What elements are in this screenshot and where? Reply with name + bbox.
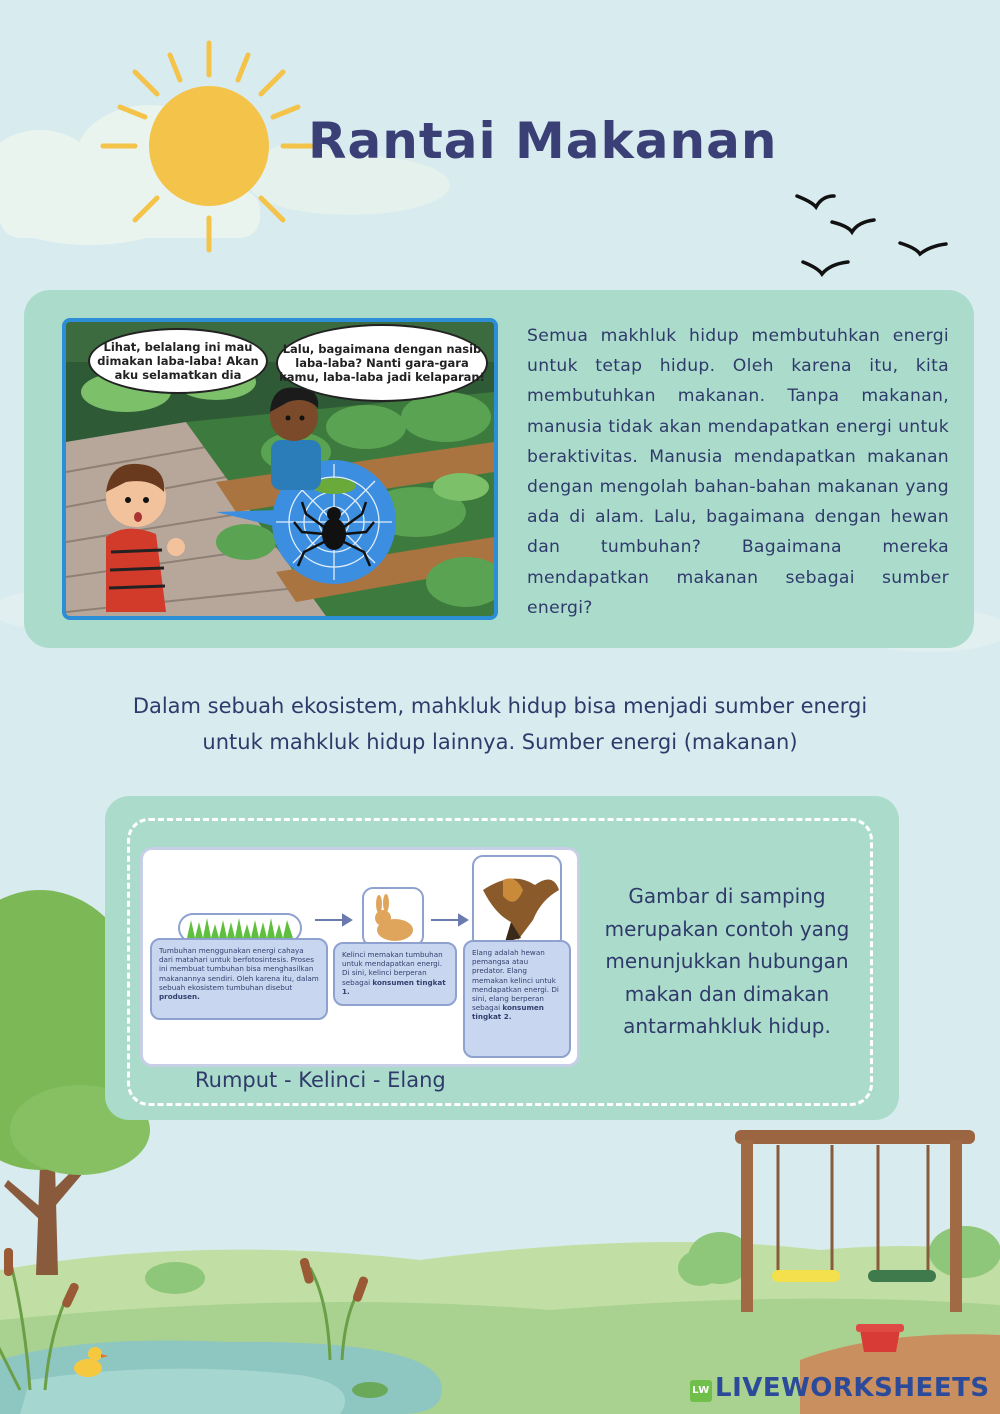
liveworksheets-logo-icon: LW: [690, 1380, 712, 1402]
ecosystem-statement: [60, 688, 940, 760]
speech-bubble-right: Lalu, bagaimana dengan nasib laba-laba? Nanti gara-gara kamu, laba-laba jadi kelaparan!: [276, 324, 488, 402]
ecosystem-line-1: Dalam sebuah ekosistem, mahkluk hidup bisa menjadi sumber energi: [132, 694, 868, 718]
birds-illustration: [797, 196, 946, 274]
comic-illustration: [62, 318, 498, 620]
grass-role: produsen.: [159, 992, 200, 1002]
food-chain-diagram: [140, 847, 580, 1067]
grass-caption-box: [150, 938, 328, 1020]
rabbit-caption-box: [333, 942, 457, 1006]
eagle-caption-box: [463, 940, 571, 1058]
rabbit-caption: Kelinci memakan tumbuhan untuk mendapatkan energi. Di sini, kelinci berperan sebagai: [342, 950, 443, 987]
speech-bubble-left: Lihat, belalang ini mau dimakan laba-laba! Akan aku selamatkan dia: [88, 328, 268, 394]
grass-caption: Tumbuhan menggunakan energi cahaya dari matahari untuk berfotosintesis. Proses ini membuat tumbuhan bisa menghasilkan makanannya sendiri. Oleh karena itu, dalam sebuah ekosistem tumbuhan disebut: [159, 946, 319, 992]
liveworksheets-logo[interactable]: [690, 1373, 990, 1403]
food-chain-description: Gambar di samping merupakan contoh yang menunjukkan hubungan makan dan dimakan antarmahkluk hidup.: [604, 884, 850, 1039]
food-chain-label: Rumput - Kelinci - Elang: [195, 1068, 446, 1092]
eagle-role: konsumen tingkat 2.: [472, 1003, 544, 1022]
page-title: Rantai Makanan: [308, 112, 778, 170]
intro-paragraph: Semua makhluk hidup membutuhkan energi untuk tetap hidup. Oleh karena itu, kita membutuhkan makanan. Tanpa makanan, manusia tidak akan mendapatkan energi untuk beraktivitas. Manusia mendapatkan makanan dengan mengolah bahan-bahan makanan yang ada di alam. Lalu, bagaimana dengan hewan dan tumbuhan? Bagaimana mereka mendapatkan makanan sebagai sumber energi?: [527, 326, 949, 618]
ecosystem-line-2: untuk mahkluk hidup lainnya. Sumber energi (makanan): [202, 730, 798, 754]
liveworksheets-logo-text: LIVEWORKSHEETS: [715, 1373, 990, 1403]
pond-illustration: [0, 1340, 442, 1414]
rabbit-role: konsumen tingkat 1.: [342, 977, 446, 996]
eagle-caption: Elang adalah hewan pemangsa atau predator. Elang memakan kelinci untuk mendapatkan energi. Di sini, elang berperan sebagai: [472, 948, 559, 1013]
sun-disc: [149, 86, 269, 206]
